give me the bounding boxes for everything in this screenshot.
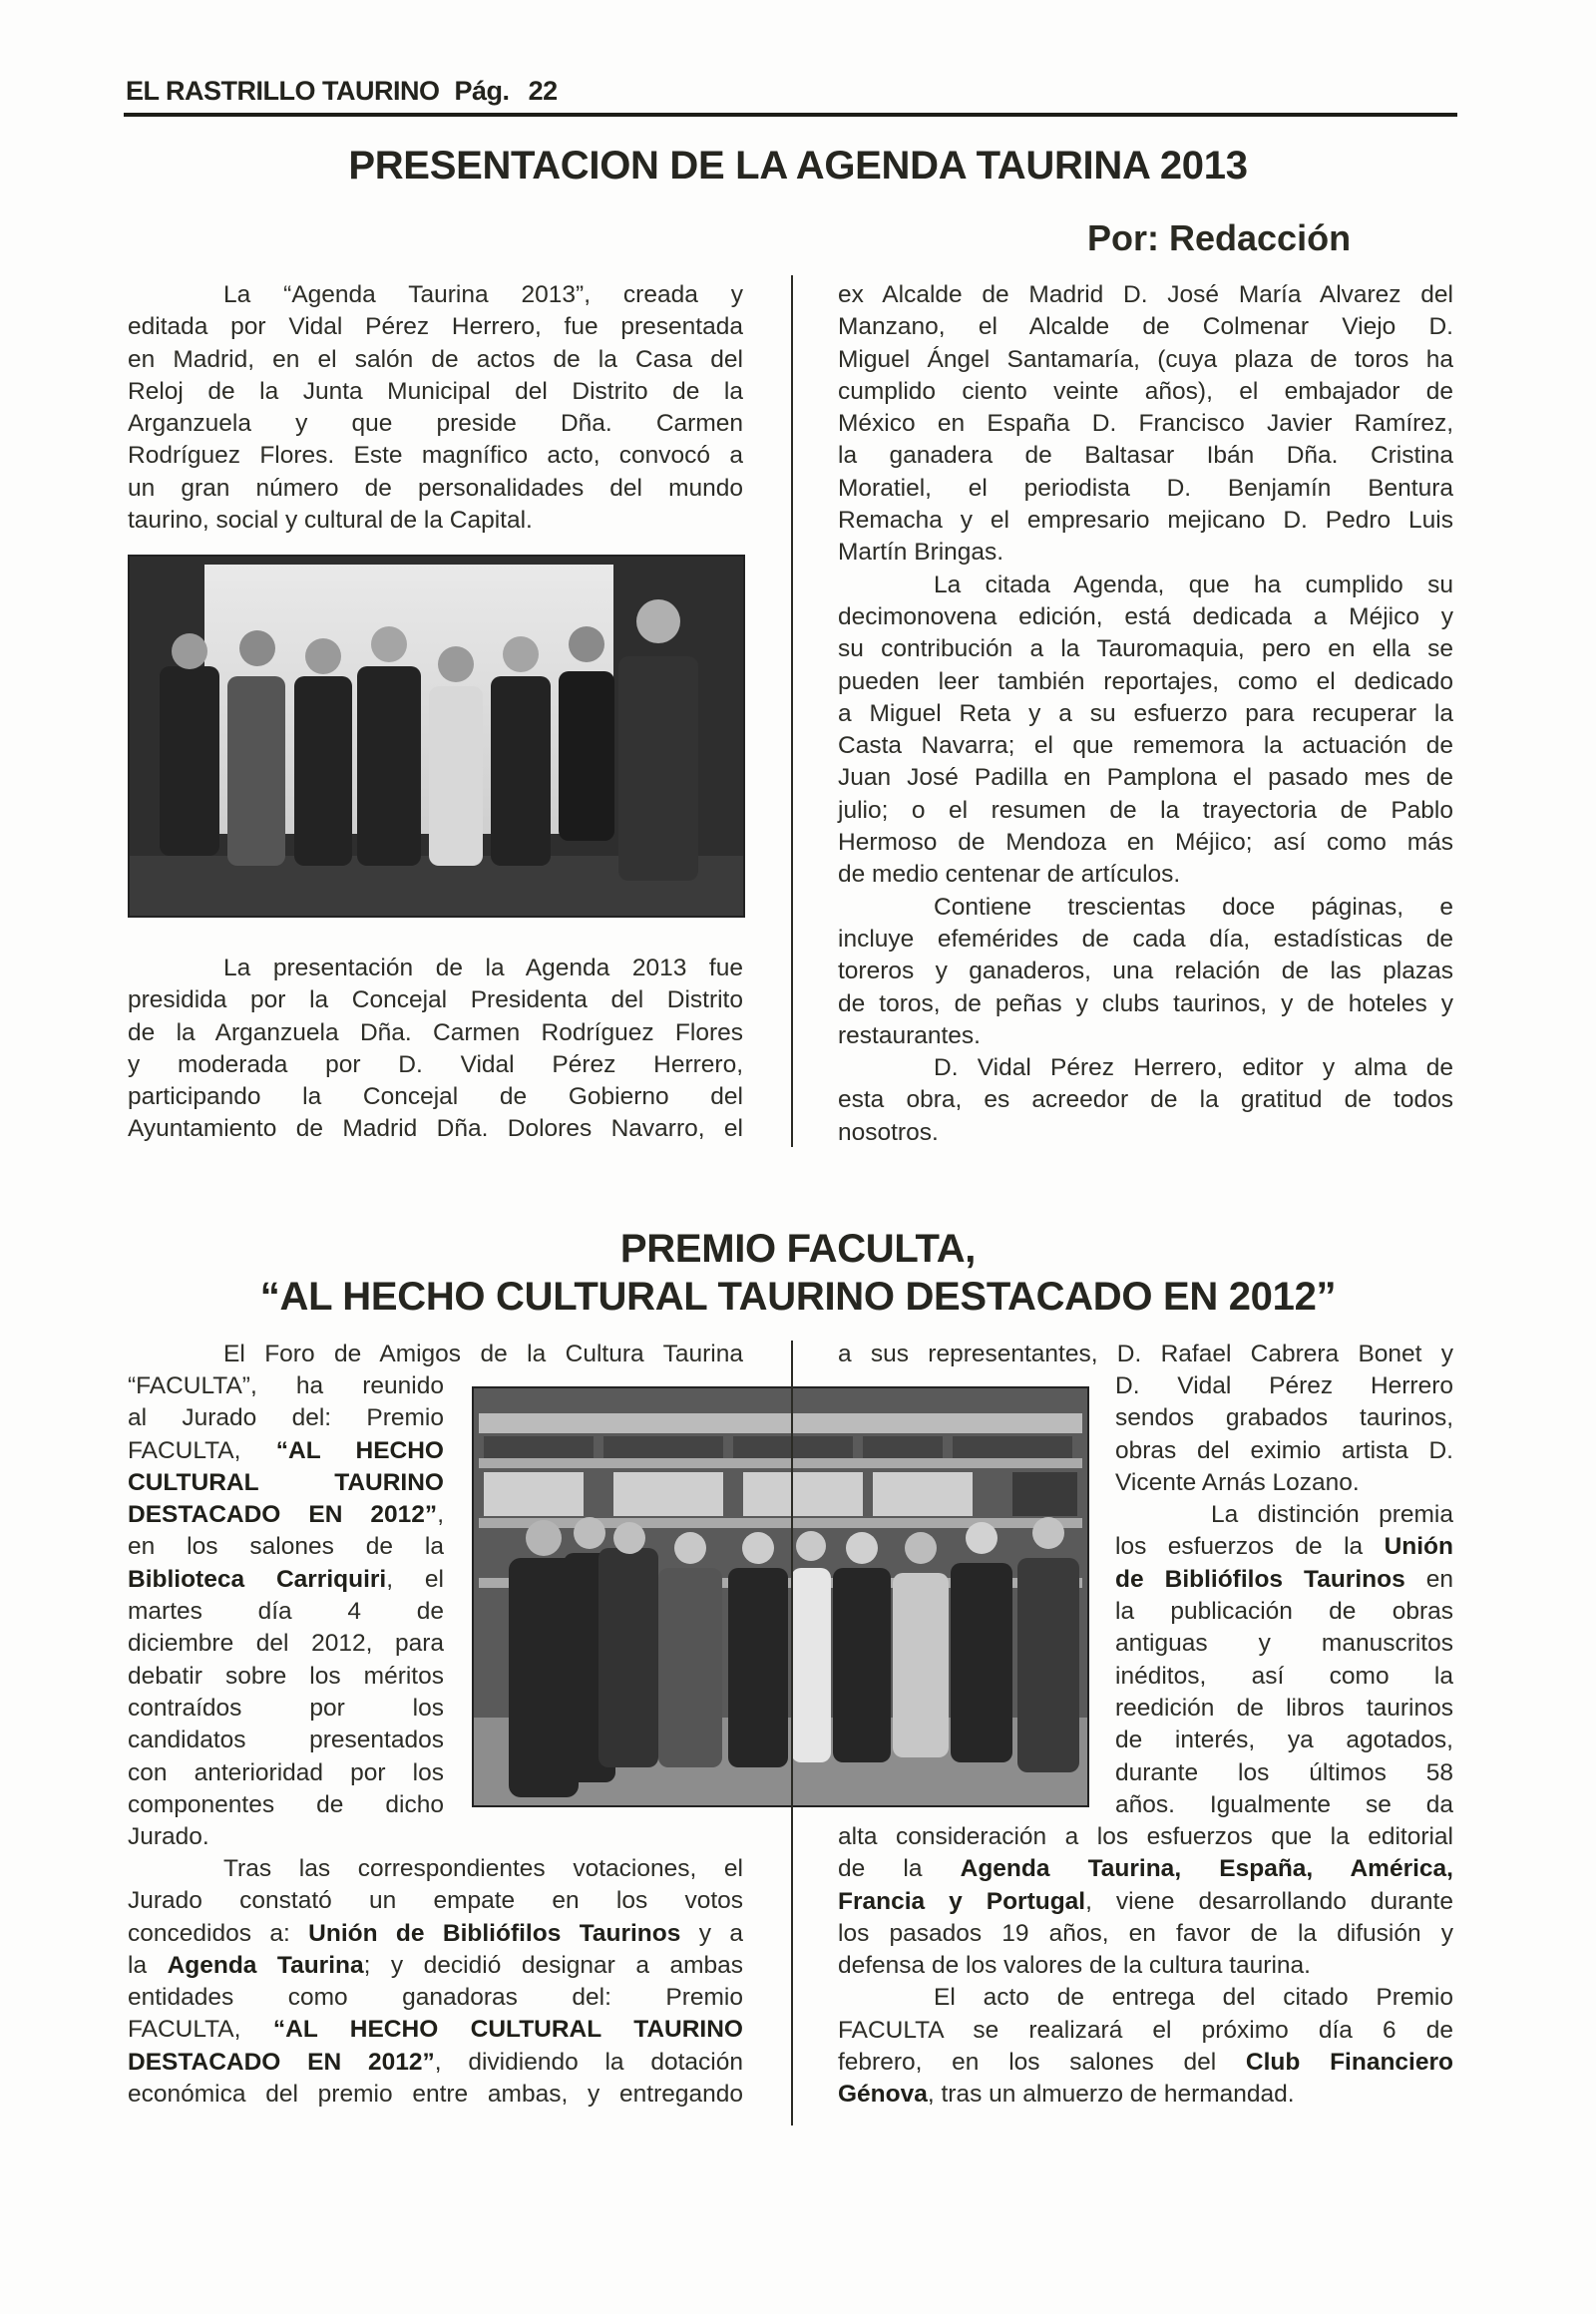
- page-number: 22: [528, 76, 558, 106]
- text-line: Moratiel, el periodista D. Benjamín Bentura: [838, 474, 1453, 502]
- article2-left-narrow-column: [128, 1370, 444, 1853]
- photo-group-library-icon: [474, 1388, 1087, 1805]
- text-line: en los salones de la: [128, 1533, 444, 1561]
- text-line: FACULTA se realizará el próximo día 6 de: [838, 2016, 1453, 2044]
- text-line: Ayuntamiento de Madrid Dña. Dolores Navarro, el: [128, 1115, 743, 1143]
- text-line: Hermoso de Mendoza en Méjico; así como más: [838, 829, 1453, 857]
- text-line: martes día 4 de: [128, 1598, 444, 1626]
- text-line: los pasados 19 años, en favor de la difusión y: [838, 1919, 1453, 1947]
- text-line: Biblioteca Carriquiri, el: [128, 1565, 444, 1593]
- text-line: D. Vidal Pérez Herrero, editor y alma de: [934, 1054, 1453, 1082]
- text-line: la Agenda Taurina; y decidió designar a ambas: [128, 1951, 743, 1979]
- text-line: Martín Bringas.: [838, 539, 1004, 567]
- text-line: de la Arganzuela Dña. Carmen Rodríguez Flores: [128, 1018, 743, 1046]
- header-rule: [124, 113, 1457, 117]
- text-line: los esfuerzos de la Unión: [1115, 1533, 1453, 1561]
- text-line: de Bibliófilos Taurinos en: [1115, 1565, 1453, 1593]
- text-line: La presentación de la Agenda 2013 fue: [223, 955, 743, 981]
- text-line: Remacha y el empresario mejicano D. Pedro Luis: [838, 507, 1453, 535]
- article1-byline: Por: Redacción: [1087, 217, 1352, 258]
- text-line: su contribución a la Tauromaquia, pero en ella se: [838, 635, 1453, 663]
- text-line: DESTACADO EN 2012”,: [128, 1501, 444, 1529]
- text-line: Jurado constató un empate en los votos: [128, 1887, 743, 1915]
- text-line: reedición de libros taurinos: [1115, 1694, 1453, 1722]
- text-line: FACULTA, “AL HECHO CULTURAL TAURINO: [128, 2016, 743, 2044]
- text-line: contraídos por los: [128, 1694, 444, 1722]
- text-line: entidades como ganadoras del: Premio: [128, 1984, 743, 2012]
- text-line: ex Alcalde de Madrid D. José María Alvarez del: [838, 281, 1453, 308]
- text-line: El acto de entrega del citado Premio: [934, 1984, 1453, 2012]
- text-line: diciembre del 2012, para: [128, 1630, 444, 1658]
- running-header: [126, 76, 558, 107]
- text-line: FACULTA, “AL HECHO: [128, 1436, 444, 1464]
- text-line: cumplido ciento veinte años), el embajador de: [838, 377, 1453, 405]
- article2-title-line1: PREMIO FACULTA,: [619, 1227, 977, 1271]
- text-line: defensa de los valores de la cultura taurina.: [838, 1952, 1311, 1980]
- article1-photo: [128, 555, 745, 918]
- text-line: Tras las correspondientes votaciones, el: [223, 1855, 743, 1882]
- text-line: Rodríguez Flores. Este magnífico acto, convocó a: [128, 442, 743, 470]
- text-line: CULTURAL TAURINO: [128, 1468, 444, 1496]
- text-line: DESTACADO EN 2012”, dividiendo la dotación: [128, 2048, 743, 2076]
- text-line: al Jurado del: Premio: [128, 1404, 444, 1432]
- text-line: editada por Vidal Pérez Herrero, fue presentada: [128, 313, 743, 341]
- text-line: Juan José Padilla en Pamplona el pasado mes de: [838, 764, 1453, 792]
- text-line: económica del premio entre ambas, y entregando: [128, 2081, 743, 2109]
- text-line: “FACULTA”, ha reunido: [128, 1372, 444, 1399]
- article1-title: PRESENTACION DE LA AGENDA TAURINA 2013: [348, 144, 1248, 188]
- text-line: Manzano, el Alcalde de Colmenar Viejo D.: [838, 313, 1453, 341]
- text-line: Génova, tras un almuerzo de hermandad.: [838, 2081, 1295, 2109]
- text-line: componentes de dicho: [128, 1790, 444, 1818]
- article2-title-line2: “AL HECHO CULTURAL TAURINO DESTACADO EN 2012”: [259, 1275, 1337, 1319]
- text-line: La distinción premia: [1211, 1501, 1453, 1529]
- text-line: Miguel Ángel Santamaría, (cuya plaza de toros ha: [838, 345, 1453, 373]
- text-line: La “Agenda Taurina 2013”, creada y: [223, 281, 743, 308]
- article2-right-narrow-column: [1115, 1370, 1453, 1821]
- text-line: decimonovena edición, está dedicada a Méjico y: [838, 602, 1453, 630]
- article2-left-column-bottom: [128, 1853, 743, 2111]
- text-line: incluye efemérides de cada día, estadísticas de: [838, 925, 1453, 953]
- text-line: a Miguel Reta y a su esfuerzo para recuperar la: [838, 699, 1453, 727]
- text-line: restaurantes.: [838, 1021, 981, 1049]
- text-line: la publicación de obras: [1115, 1598, 1453, 1626]
- article1-left-column-bottom: [128, 953, 743, 1146]
- article1-column-divider: [791, 275, 793, 1147]
- text-line: la ganadera de Baltasar Ibán Dña. Cristina: [838, 442, 1453, 470]
- text-line: participando la Concejal de Gobierno del: [128, 1083, 743, 1111]
- text-line: Casta Navarra; el que rememora la actuación de: [838, 732, 1453, 760]
- article2-left-first-line: El Foro de Amigos de la Cultura Taurina: [223, 1341, 743, 1367]
- article1-left-column-top: [128, 279, 743, 537]
- text-line: debatir sobre los méritos: [128, 1662, 444, 1690]
- page-label: Pág.: [454, 76, 510, 106]
- text-line: Jurado.: [128, 1823, 209, 1851]
- text-line: Contiene trescientas doce páginas, e: [934, 893, 1453, 921]
- text-line: candidatos presentados: [128, 1727, 444, 1754]
- text-line: Reloj de la Junta Municipal del Distrito de la: [128, 377, 743, 405]
- text-line: La citada Agenda, que ha cumplido su: [934, 571, 1453, 598]
- text-line: Vicente Arnás Lozano.: [1115, 1468, 1360, 1496]
- text-line: pueden leer también reportajes, como el dedicado: [838, 667, 1453, 695]
- text-line: y moderada por D. Vidal Pérez Herrero,: [128, 1050, 743, 1078]
- text-line: D. Vidal Pérez Herrero: [1115, 1372, 1453, 1399]
- text-line: taurino, social y cultural de la Capital.: [128, 507, 533, 535]
- text-line: inéditos, así como la: [1115, 1662, 1453, 1690]
- text-line: durante los últimos 58: [1115, 1758, 1453, 1786]
- text-line: de interés, ya agotados,: [1115, 1727, 1453, 1754]
- text-line: concedidos a: Unión de Bibliófilos Taurinos y a: [128, 1919, 743, 1947]
- text-line: obras del eximio artista D.: [1115, 1436, 1453, 1464]
- text-line: de la Agenda Taurina, España, América,: [838, 1855, 1453, 1883]
- text-line: esta obra, es acreedor de la gratitud de todos: [838, 1086, 1453, 1114]
- text-line: Francia y Portugal, viene desarrollando durante: [838, 1887, 1453, 1915]
- text-line: toreros y ganaderos, una relación de las plazas: [838, 958, 1453, 985]
- article1-right-column: [838, 279, 1453, 1149]
- text-line: febrero, en los salones del Club Financiero: [838, 2049, 1453, 2077]
- text-line: en Madrid, en el salón de actos de la Casa del: [128, 345, 743, 373]
- article2-column-divider: [791, 1341, 793, 2125]
- article2-right-first-line: a sus representantes, D. Rafael Cabrera Bonet y: [838, 1341, 1453, 1367]
- text-line: antiguas y manuscritos: [1115, 1630, 1453, 1658]
- text-line: presidida por la Concejal Presidenta del Distrito: [128, 986, 743, 1014]
- text-line: nosotros.: [838, 1118, 939, 1146]
- publication-name: EL RASTRILLO TAURINO: [126, 76, 440, 106]
- text-line: de toros, de peñas y clubs taurinos, y de hoteles y: [838, 989, 1453, 1017]
- text-line: Arganzuela y que preside Dña. Carmen: [128, 410, 743, 438]
- text-line: de medio centenar de artículos.: [838, 861, 1181, 889]
- text-line: México en España D. Francisco Javier Ramírez,: [838, 410, 1453, 438]
- text-line: julio; o el resumen de la trayectoria de Pablo: [838, 796, 1453, 824]
- article2-right-column-bottom: [838, 1821, 1453, 2112]
- text-line: un gran número de personalidades del mundo: [128, 474, 743, 502]
- text-line: años. Igualmente se da: [1115, 1790, 1453, 1818]
- article2-photo: [472, 1386, 1089, 1807]
- text-line: sendos grabados taurinos,: [1115, 1404, 1453, 1432]
- text-line: con anterioridad por los: [128, 1758, 444, 1786]
- photo-group-stage-icon: [130, 557, 743, 916]
- text-line: alta consideración a los esfuerzos que la editorial: [838, 1823, 1453, 1850]
